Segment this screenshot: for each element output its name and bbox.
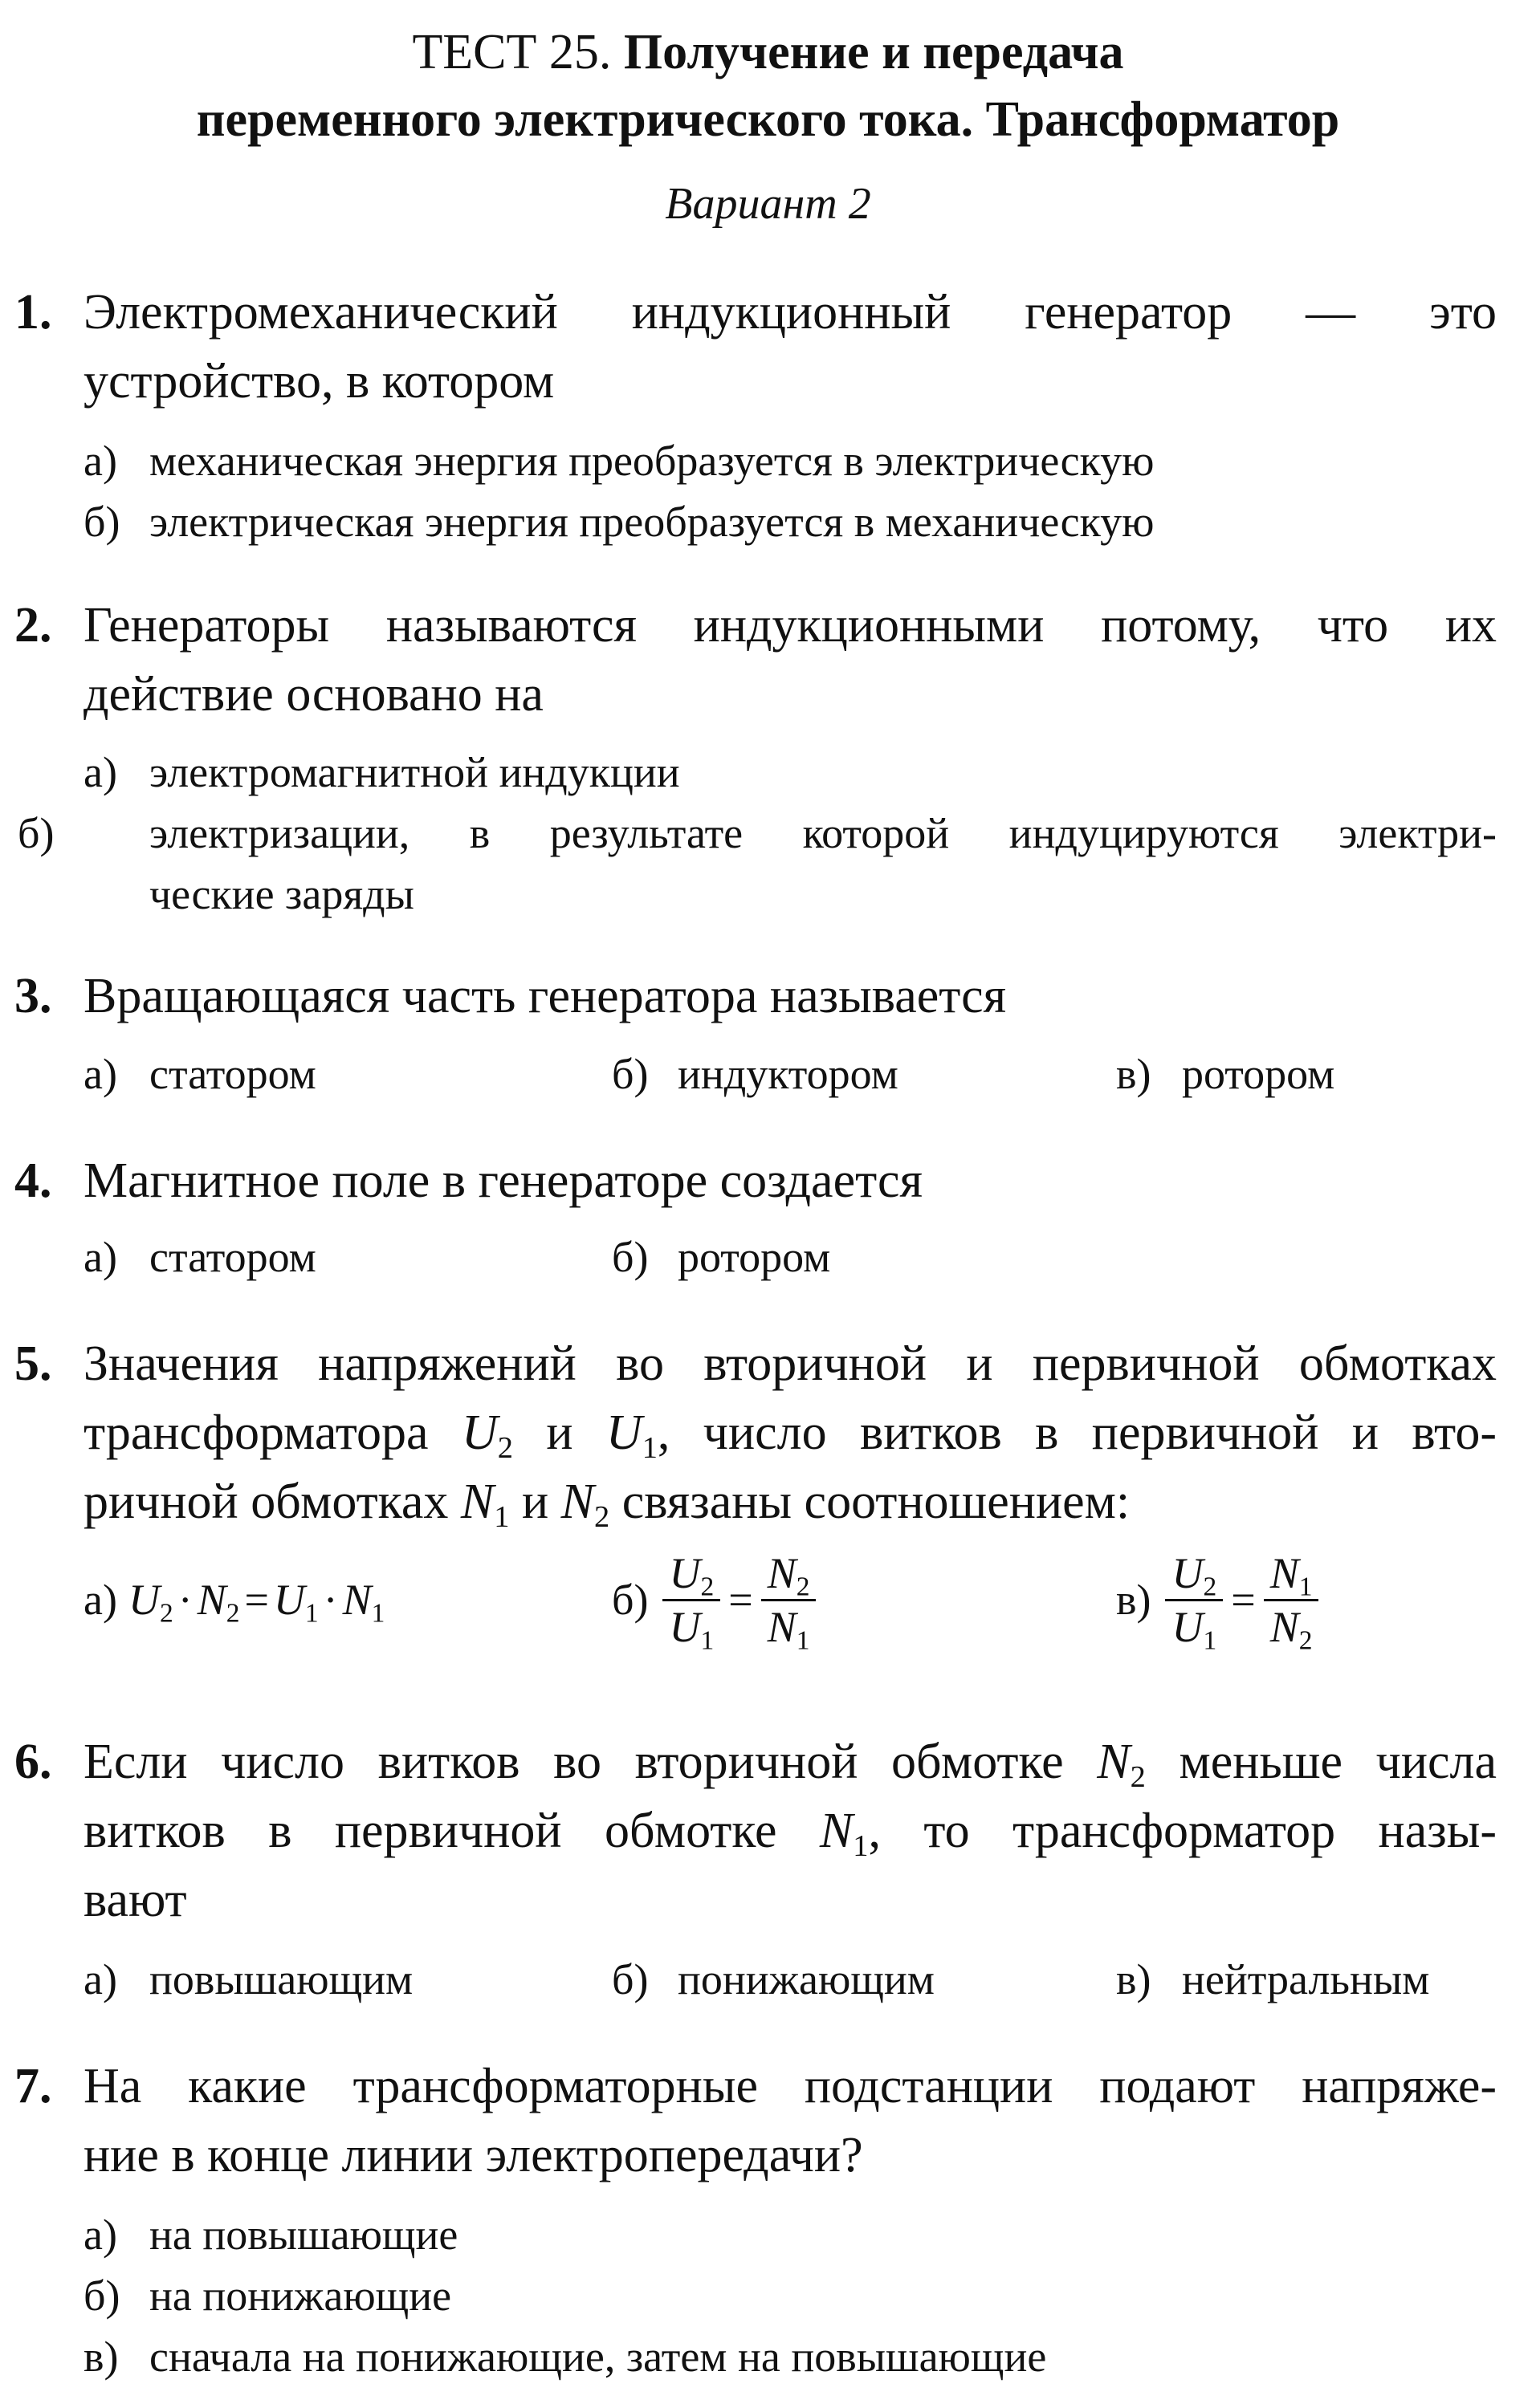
question-line: трансформатора $U_2$ и $U_1$, число витков в первичной и вто- [84, 1405, 1497, 1465]
option-letter: б) [612, 1233, 649, 1281]
question-number: 2. [14, 598, 52, 653]
question-line: витков в первичной обмотке $N_1$, то трансформатор назы- [84, 1804, 1497, 1863]
option-letter: б) [612, 1955, 649, 2003]
fraction: $\frac{N_1}{N_2}$ [1264, 1548, 1319, 1653]
question-line: действие основано на [84, 667, 544, 722]
question-text [84, 591, 1497, 729]
option-letter: б) [18, 809, 55, 857]
answer-option [612, 1949, 935, 2010]
question-text [84, 2052, 1497, 2190]
option-letter: в) [1116, 1050, 1151, 1098]
test-title-bold: Получение и передача [623, 25, 1124, 79]
formula-term: $N_1$ [342, 1576, 385, 1629]
question-number: 6. [14, 1735, 52, 1789]
question-text [84, 1727, 1497, 1934]
fraction: $\frac{U_2}{U_1}$ [1165, 1548, 1223, 1653]
question-line: ричной обмотках $N_1$ и $N_2$ связаны соотношением: [84, 1474, 1131, 1534]
var-n2: $N_2$ [1097, 1735, 1146, 1794]
option-text: электризации, в результате которой индуцируются электри- [149, 809, 1497, 857]
option-letter: в) [1116, 1576, 1151, 1624]
formula-option-b: б) $\frac{U_2}{U_1}$ = $\frac{N_2}{N_1}$ [612, 1540, 819, 1660]
fraction: $\frac{N_2}{N_1}$ [761, 1548, 817, 1653]
formula-term: $U_1$ [273, 1576, 319, 1629]
question-line: Вращающаяся часть генератора называется [84, 969, 1007, 1023]
question-line: Если число витков во вторичной обмотке $N_2$ меньше числа [84, 1735, 1497, 1794]
option-letter: а) [84, 1955, 117, 2003]
option-text: на понижающие [149, 2272, 452, 2320]
var-n2: $N_2$ [560, 1474, 610, 1534]
answer-option [84, 430, 1154, 491]
answer-option [1116, 1043, 1334, 1104]
question-line: вают [84, 1873, 187, 1927]
answer-option [84, 2204, 458, 2265]
question-number: 1. [14, 285, 52, 340]
test-title-line2: переменного электрического тока. Трансформатор [196, 92, 1340, 147]
question-line: Магнитное поле в генераторе создается [84, 1153, 923, 1208]
option-text: индуктором [678, 1050, 898, 1098]
question-line: Генераторы называются индукционными потому, что их [84, 598, 1497, 653]
formula-term: $N_2$ [197, 1576, 240, 1629]
option-text: ротором [678, 1233, 831, 1281]
question-text [84, 962, 1497, 1031]
option-letter: а) [84, 2211, 117, 2259]
option-letter: б) [612, 1576, 649, 1624]
option-text: сначала на понижающие, затем на повышающие [149, 2333, 1047, 2381]
formula-option-c: в) $\frac{U_2}{U_1}$ = $\frac{N_1}{N_2}$ [1116, 1540, 1322, 1660]
question-text [84, 1146, 1497, 1215]
option-text: электрическая энергия преобразуется в механическую [149, 498, 1155, 546]
option-text: повышающим [149, 1955, 414, 2003]
var-n1: $N_1$ [460, 1474, 510, 1534]
option-letter: б) [84, 498, 120, 546]
answer-option [84, 2326, 1046, 2387]
option-letter: в) [1116, 1955, 1151, 2003]
option-letter: в) [84, 2333, 119, 2381]
var-n1: $N_1$ [819, 1804, 869, 1863]
answer-option [84, 1043, 316, 1104]
question-line: Значения напряжений во вторичной и первичной обмотках [84, 1336, 1497, 1391]
test-title-prefix: ТЕСТ 25. [412, 25, 612, 79]
var-u2: $U_2$ [461, 1405, 513, 1465]
option-letter: а) [84, 437, 117, 485]
question-line: Электромеханический индукционный генератор — это [84, 285, 1497, 340]
question-number: 5. [14, 1336, 52, 1391]
option-text: ротором [1182, 1050, 1335, 1098]
formula-option-a: а) $U_2$ · $N_2$ = $U_1$ · $N_1$ [84, 1576, 385, 1629]
fraction: $\frac{U_2}{U_1}$ [662, 1548, 720, 1653]
option-text: электромагнитной индукции [149, 748, 680, 796]
option-text: статором [149, 1050, 316, 1098]
question-line: На какие трансформаторные подстанции подают напряже- [84, 2059, 1497, 2113]
answer-option [84, 1949, 413, 2010]
question-text [84, 1329, 1497, 1536]
answer-option [84, 1226, 316, 1287]
answer-option [1116, 1949, 1429, 2010]
option-text: статором [149, 1233, 316, 1281]
option-text: на повышающие [149, 2211, 458, 2259]
answer-option [612, 1043, 898, 1104]
question-number: 4. [14, 1153, 52, 1208]
question-line: устройство, в котором [84, 354, 555, 409]
question-text [84, 278, 1497, 416]
question-number: 7. [14, 2059, 52, 2113]
option-text: механическая энергия преобразуется в электрическую [149, 437, 1155, 485]
option-letter: а) [84, 1233, 117, 1281]
option-text: понижающим [678, 1955, 935, 2003]
question-number: 3. [14, 969, 52, 1023]
answer-option [84, 2265, 451, 2326]
answer-option [18, 803, 1497, 925]
formula-term: $U_2$ [128, 1576, 173, 1629]
answer-option [612, 1226, 830, 1287]
option-text: нейтральным [1182, 1955, 1430, 2003]
option-letter: а) [84, 1050, 117, 1098]
option-letter: б) [84, 2272, 120, 2320]
answer-option [84, 491, 1154, 552]
option-letter: а) [84, 748, 117, 796]
question-line: ние в конце линии электропередачи? [84, 2128, 863, 2182]
variant-label: Вариант 2 [665, 179, 871, 229]
var-u1: $U_1$ [605, 1405, 658, 1465]
test-title [0, 24, 1536, 80]
answer-option [84, 742, 680, 803]
option-text-continued: ческие заряды [149, 870, 414, 918]
option-letter: б) [612, 1050, 649, 1098]
option-letter: а) [84, 1576, 117, 1624]
